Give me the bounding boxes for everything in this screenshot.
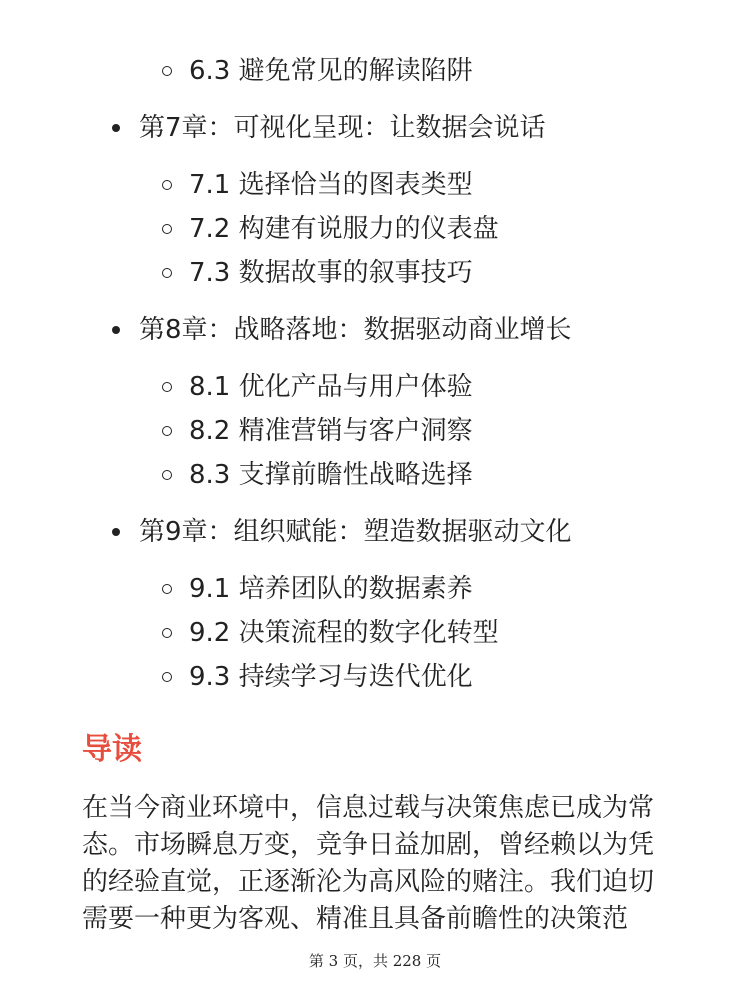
toc-chapter-label: 第7章：可视化呈现：让数据会说话 <box>139 113 546 143</box>
toc-subitem-label: 9.3 持续学习与迭代优化 <box>189 662 473 692</box>
paragraph-line: 的经验直觉，正逐渐沦为高风险的赌注。我们迫切 <box>82 867 655 897</box>
intro-paragraph <box>82 790 672 938</box>
toc-chapter-label: 第9章：组织赋能：塑造数据驱动文化 <box>139 517 572 547</box>
circle-bullet-icon <box>162 672 172 682</box>
toc-subitem[interactable] <box>162 168 473 202</box>
circle-bullet-icon <box>162 382 172 392</box>
section-heading: 导读 <box>82 732 142 767</box>
toc-chapter-label: 第8章：战略落地：数据驱动商业增长 <box>139 315 572 345</box>
disc-bullet-icon <box>112 124 120 132</box>
circle-bullet-icon <box>162 180 172 190</box>
toc-subitem[interactable] <box>162 572 473 606</box>
circle-bullet-icon <box>162 470 172 480</box>
toc-subitem[interactable] <box>162 414 473 448</box>
toc-subitem[interactable] <box>162 370 473 404</box>
disc-bullet-icon <box>112 528 120 536</box>
toc-subitem-label: 7.1 选择恰当的图表类型 <box>189 170 473 200</box>
toc-chapter[interactable] <box>112 111 546 145</box>
toc-subitem-label: 9.2 决策流程的数字化转型 <box>189 618 499 648</box>
toc-subitem-label: 9.1 培养团队的数据素养 <box>189 574 473 604</box>
circle-bullet-icon <box>162 66 172 76</box>
toc-subitem[interactable] <box>162 256 473 290</box>
toc-subitem[interactable] <box>162 616 499 650</box>
page-number-footer: 第 3 页，共 228 页 <box>308 952 442 970</box>
paragraph-line: 在当今商业环境中，信息过载与决策焦虑已成为常 <box>82 793 655 823</box>
toc-subitem[interactable] <box>162 212 499 246</box>
toc-chapter[interactable] <box>112 313 572 347</box>
circle-bullet-icon <box>162 628 172 638</box>
toc-subitem-label: 6.3 避免常见的解读陷阱 <box>189 56 473 86</box>
circle-bullet-icon <box>162 224 172 234</box>
toc-subitem-label: 8.1 优化产品与用户体验 <box>189 372 473 402</box>
disc-bullet-icon <box>112 326 120 334</box>
toc-subitem[interactable] <box>162 458 473 492</box>
circle-bullet-icon <box>162 426 172 436</box>
toc-chapter[interactable] <box>112 515 572 549</box>
circle-bullet-icon <box>162 584 172 594</box>
toc-subitem[interactable] <box>162 54 473 88</box>
paragraph-line: 需要一种更为客观、精准且具备前瞻性的决策范 <box>82 904 629 934</box>
toc-subitem-label: 7.2 构建有说服力的仪表盘 <box>189 214 499 244</box>
toc-subitem-label: 8.2 精准营销与客户洞察 <box>189 416 473 446</box>
toc-subitem-label: 8.3 支撑前瞻性战略选择 <box>189 460 473 490</box>
toc-subitem[interactable] <box>162 660 473 694</box>
paragraph-line: 态。市场瞬息万变，竞争日益加剧，曾经赖以为凭 <box>82 830 655 860</box>
toc-subitem-label: 7.3 数据故事的叙事技巧 <box>189 258 473 288</box>
circle-bullet-icon <box>162 268 172 278</box>
